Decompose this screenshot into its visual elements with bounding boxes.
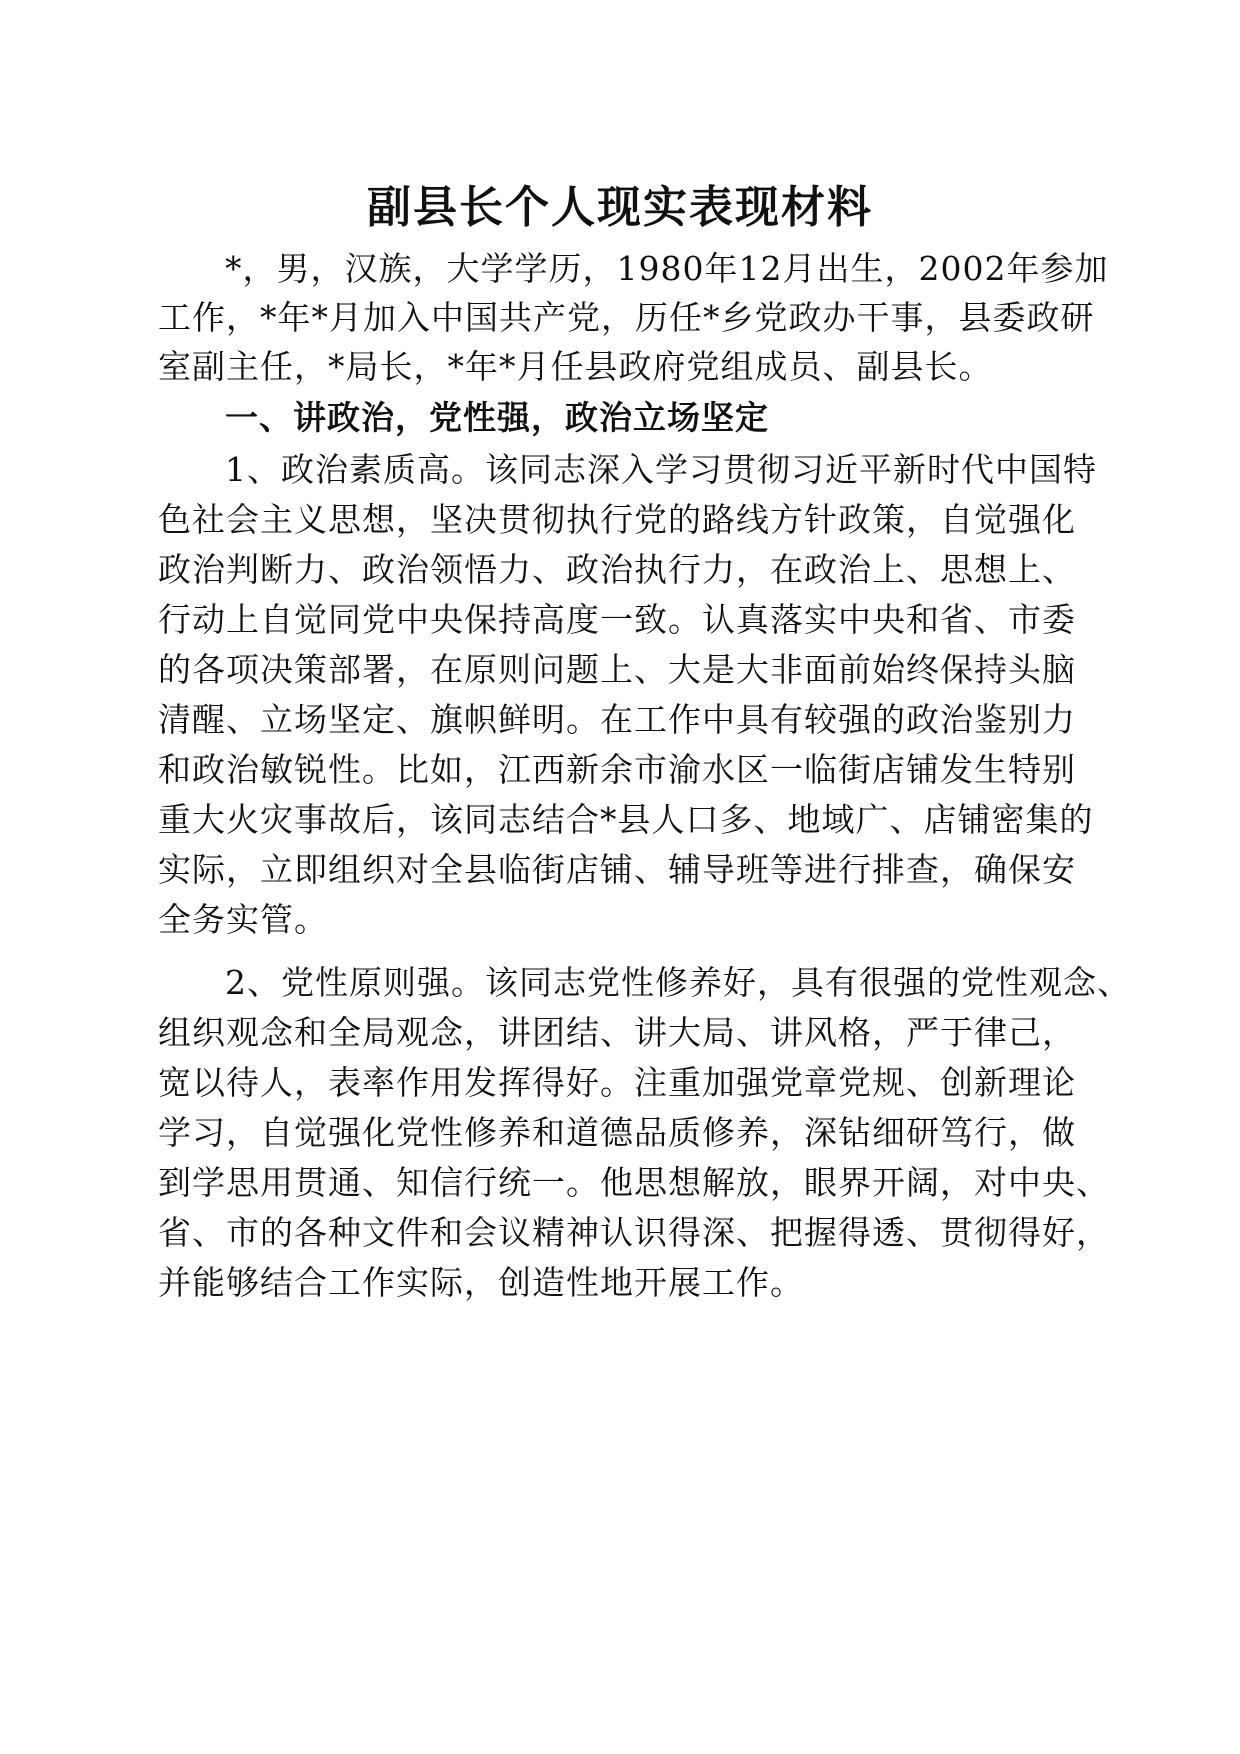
paragraph-1-line-2: 色社会主义思想，坚决贯彻执行党的路线方针政策，自觉强化	[158, 500, 1076, 539]
paragraph-2-line-2: 组织观念和全局观念，讲团结、讲大局、讲风格，严于律己，	[158, 1013, 1076, 1052]
paragraph-2-line-6: 省、市的各种文件和会议精神认识得深、把握得透、贯彻得好，	[158, 1213, 1110, 1252]
paragraph-1-line-9: 实际，立即组织对全县临街店铺、辅导班等进行排查，确保安	[158, 850, 1076, 889]
document-title: 副县长个人现实表现材料	[367, 182, 873, 233]
intro-line-3: 室副主任，*局长，*年*月任县政府党组成员、副县长。	[158, 347, 993, 386]
paragraph-2-line-1: 2、党性原则强。该同志党性修养好，具有很强的党性观念、	[225, 963, 1131, 1002]
section-heading-1: 一、讲政治，党性强，政治立场坚定	[225, 398, 769, 437]
paragraph-2-line-5: 到学思用贯通、知信行统一。他思想解放，眼界开阔，对中央、	[158, 1163, 1110, 1202]
paragraph-2-line-7: 并能够结合工作实际，创造性地开展工作。	[158, 1263, 804, 1302]
paragraph-2-line-4: 学习，自觉强化党性修养和道德品质修养，深钻细研笃行，做	[158, 1113, 1076, 1152]
paragraph-1-line-5: 的各项决策部署，在原则问题上、大是大非面前始终保持头脑	[158, 650, 1076, 689]
paragraph-1-line-7: 和政治敏锐性。比如，江西新余市渝水区一临街店铺发生特别	[158, 750, 1076, 789]
intro-line-2: 工作，*年*月加入中国共产党，历任*乡党政办干事，县委政研	[158, 298, 1095, 337]
paragraph-1-line-10: 全务实管。	[158, 900, 328, 939]
paragraph-1-line-3: 政治判断力、政治领悟力、政治执行力，在政治上、思想上、	[158, 550, 1076, 589]
paragraph-2-line-3: 宽以待人，表率作用发挥得好。注重加强党章党规、创新理论	[158, 1063, 1076, 1102]
paragraph-1-line-8: 重大火灾事故后，该同志结合*县人口多、地域广、店铺密集的	[158, 800, 1094, 839]
paragraph-1-line-1: 1、政治素质高。该同志深入学习贯彻习近平新时代中国特	[225, 450, 1097, 489]
paragraph-1-line-6: 清醒、立场坚定、旗帜鲜明。在工作中具有较强的政治鉴别力	[158, 700, 1076, 739]
intro-line-1: *，男，汉族，大学学历，1980年12月出生，2002年参加	[225, 249, 1109, 288]
paragraph-1-line-4: 行动上自觉同党中央保持高度一致。认真落实中央和省、市委	[158, 600, 1076, 639]
